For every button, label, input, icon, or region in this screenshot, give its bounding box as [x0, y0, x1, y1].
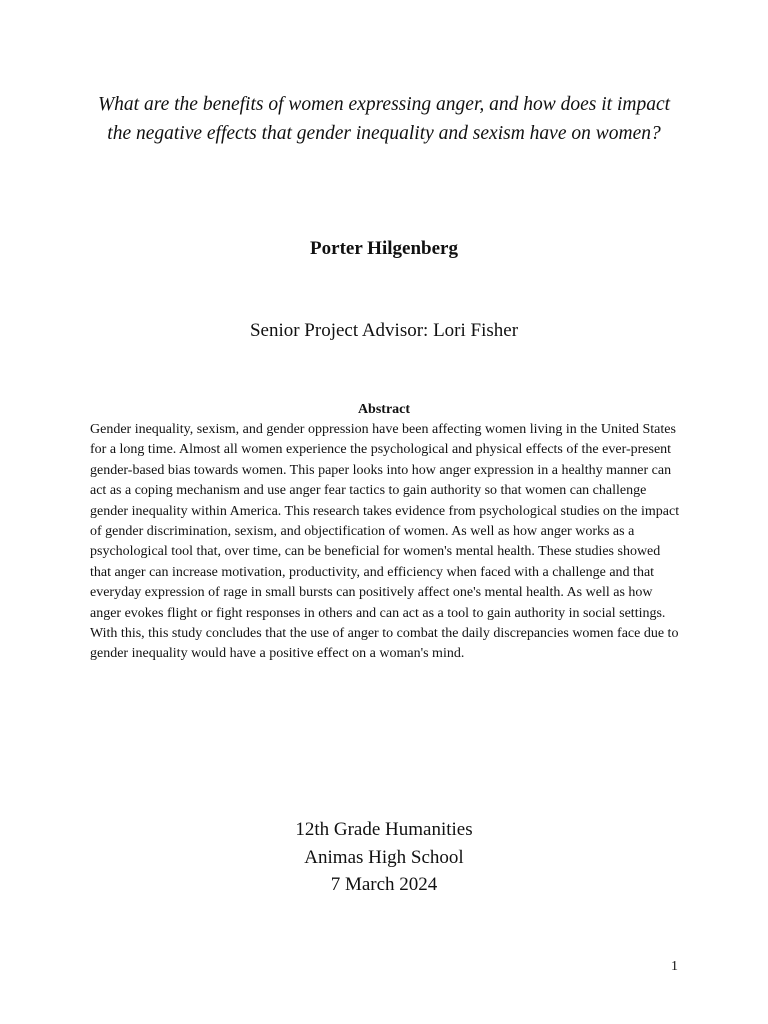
course-name: 12th Grade Humanities — [295, 819, 473, 840]
submission-info — [0, 816, 768, 899]
submission-date: 7 March 2024 — [330, 874, 438, 895]
school-name: Animas High School — [304, 846, 464, 868]
paper-title: What are the benefits of women expressing anger, and how does it impact the negative effects that gender inequality and sexism have on women? — [97, 94, 671, 144]
page-number: 1 — [671, 959, 678, 974]
author-name: Porter Hilgenberg — [310, 238, 458, 259]
abstract-body: Gender inequality, sexism, and gender oppression have been affecting women living in the United States for a long time. Almost all women experience the psychological and physical effects of the ever-present gender-based bias towards women. This paper looks into how anger expression in a healthy manner can act as a coping mechanism and use anger fear tactics to gain authority so that women can challenge gender inequality within America. This research takes evidence from psychological studies on the impact of gender discrimination, sexism, and objectification of women. As well as how anger works as a psychological tool that, over time, can be beneficial for women's mental health. These studies showed that anger can increase motivation, productivity, and efficiency when faced with a challenge and that everyday expression of rage in small bursts can positively affect one's mental health. As well as how anger evokes flight or fight responses in others and can act as a tool to gain authority in social settings. With this, this study concludes that the use of anger to combat the daily discrepancies women face due to gender inequality would have a positive effect on a woman's mind. — [90, 422, 680, 662]
advisor-line: Senior Project Advisor: Lori Fisher — [249, 320, 519, 341]
abstract-heading: Abstract — [357, 402, 411, 417]
